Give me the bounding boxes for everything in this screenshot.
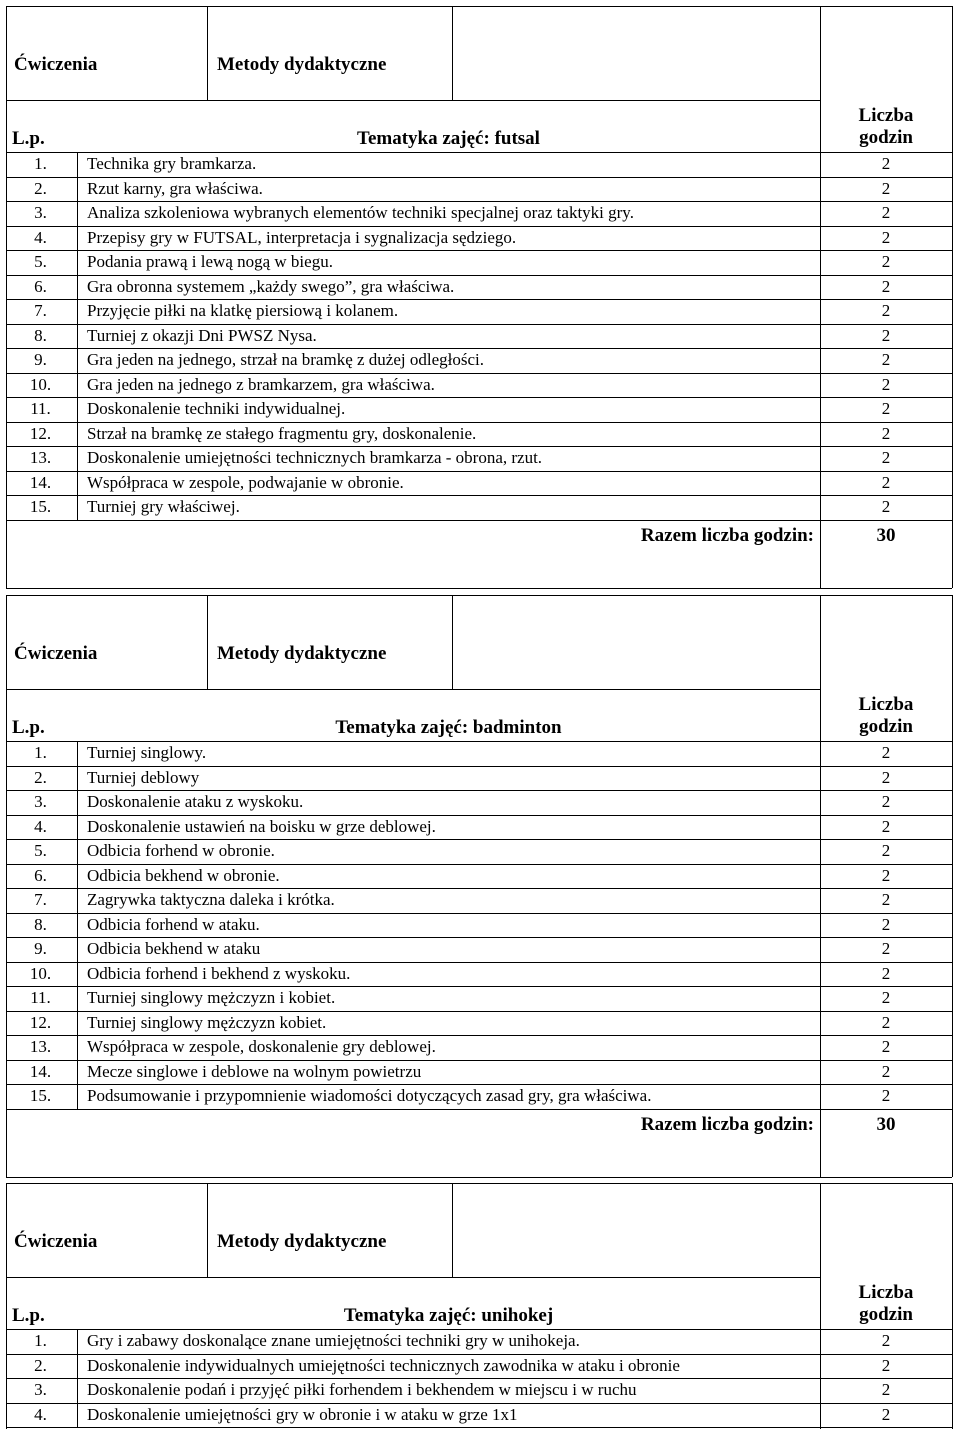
table-left-border: [6, 595, 7, 1177]
row-divider: [6, 913, 952, 914]
row-number: 8.: [34, 325, 47, 345]
hours-column-border: [820, 6, 821, 588]
row-divider: [6, 471, 952, 472]
table-left-border: [6, 1183, 7, 1429]
section-cwiczenia-label: Ćwiczenia: [14, 54, 98, 75]
row-topic: Gra jeden na jednego z bramkarzem, gra właściwa.: [87, 374, 435, 394]
row-topic: Odbicia forhend i bekhend z wyskoku.: [87, 963, 351, 983]
section-bottom-border: [6, 1177, 952, 1178]
row-divider: [6, 815, 952, 816]
row-topic: Odbicia forhend w obronie.: [87, 841, 275, 860]
row-number: 13.: [29, 1037, 52, 1056]
row-topic: Współpraca w zespole, doskonalenie gry deblowej.: [87, 1037, 436, 1056]
row-hours: 2: [881, 325, 891, 345]
row-hours: 2: [881, 1355, 891, 1375]
row-number: 9.: [34, 350, 47, 369]
row-number: 14.: [29, 472, 52, 492]
row-divider: [6, 299, 952, 300]
row-number: 1.: [34, 1331, 47, 1350]
rows-bottom-border: [6, 1109, 952, 1110]
row-topic: Odbicia bekhend w obronie.: [87, 865, 280, 885]
row-topic: Technika gry bramkarza.: [87, 154, 257, 173]
row-divider: [6, 446, 952, 447]
total-value: 30: [876, 524, 896, 546]
section-cwiczenia-label: Ćwiczenia: [14, 1231, 98, 1252]
methods-left-border: [207, 1183, 208, 1277]
lp-column-border: [77, 152, 78, 520]
row-number: 11.: [30, 399, 51, 418]
methods-left-border: [207, 6, 208, 100]
row-hours: 2: [881, 939, 891, 958]
section-methods-label: Metody dydaktyczne: [217, 54, 387, 75]
lp-column-border: [77, 1329, 78, 1427]
row-topic: Turniej singlowy mężczyzn i kobiet.: [87, 988, 336, 1007]
methods-bottom-border: [6, 689, 820, 690]
row-divider: [6, 495, 952, 496]
row-topic: Turniej singlowy mężczyzn kobiet.: [87, 1012, 327, 1032]
row-hours: 2: [881, 399, 891, 418]
row-divider: [6, 1378, 952, 1379]
row-hours: 2: [881, 154, 891, 173]
row-number: 6.: [34, 276, 47, 296]
rows-bottom-border: [6, 520, 952, 521]
row-number: 1.: [34, 743, 47, 762]
row-divider: [6, 937, 952, 938]
row-number: 13.: [29, 448, 52, 467]
row-number: 9.: [34, 939, 47, 958]
row-topic: Doskonalenie umiejętności technicznych bramkarza - obrona, rzut.: [87, 448, 543, 467]
row-topic: Zagrywka taktyczna daleka i krótka.: [87, 890, 335, 909]
hours-column-border: [820, 595, 821, 1177]
row-hours: 2: [881, 276, 891, 296]
liczba-label: Liczba: [858, 694, 914, 715]
section-bottom-border: [6, 588, 952, 589]
row-topic: Podania prawą i lewą nogą w biegu.: [87, 252, 333, 271]
row-hours: 2: [881, 374, 891, 394]
row-topic: Rzut karny, gra właściwa.: [87, 178, 263, 198]
row-hours: 2: [881, 350, 891, 369]
row-number: 5.: [34, 841, 47, 860]
methods-right-border: [452, 1183, 453, 1277]
table-right-border: [952, 595, 953, 1177]
row-number: 12.: [29, 423, 52, 443]
row-divider: [6, 373, 952, 374]
row-number: 5.: [34, 252, 47, 271]
methods-bottom-border: [6, 100, 820, 101]
table-right-border: [952, 1183, 953, 1429]
total-value: 30: [876, 1113, 896, 1135]
row-divider: [6, 275, 952, 276]
lp-label: L.p.: [12, 717, 45, 738]
row-divider: [6, 250, 952, 251]
row-hours: 2: [881, 1331, 891, 1350]
row-divider: [6, 201, 952, 202]
row-hours: 2: [881, 841, 891, 860]
row-number: 8.: [34, 914, 47, 934]
row-hours: 2: [881, 448, 891, 467]
row-divider: [6, 397, 952, 398]
row-hours: 2: [881, 203, 891, 222]
row-hours: 2: [881, 914, 891, 934]
row-hours: 2: [881, 816, 891, 836]
row-number: 4.: [34, 816, 47, 836]
row-topic: Strzał na bramkę ze stałego fragmentu gry, doskonalenie.: [87, 423, 477, 443]
row-hours: 2: [881, 890, 891, 909]
row-number: 12.: [29, 1012, 52, 1032]
row-divider: [6, 888, 952, 889]
row-divider: [6, 1060, 952, 1061]
row-number: 14.: [29, 1061, 52, 1081]
godzin-label: godzin: [859, 716, 913, 737]
row-number: 7.: [34, 301, 47, 320]
header-bottom-border: [6, 741, 952, 742]
row-divider: [6, 324, 952, 325]
row-divider: [6, 1084, 952, 1085]
hours-column-border: [820, 1183, 821, 1429]
liczba-label: Liczba: [858, 1282, 914, 1303]
section-cwiczenia-label: Ćwiczenia: [14, 643, 98, 664]
row-divider: [6, 790, 952, 791]
row-hours: 2: [881, 252, 891, 271]
row-hours: 2: [881, 301, 891, 320]
row-number: 10.: [29, 963, 52, 983]
row-divider: [6, 226, 952, 227]
row-number: 3.: [34, 1380, 47, 1399]
row-topic: Analiza szkoleniowa wybranych elementów techniki specjalnej oraz taktyki gry.: [87, 203, 634, 222]
row-hours: 2: [881, 497, 891, 516]
row-number: 6.: [34, 865, 47, 885]
header-bottom-border: [6, 152, 952, 153]
row-number: 4.: [34, 227, 47, 247]
row-topic: Przepisy gry w FUTSAL, interpretacja i sygnalizacja sędziego.: [87, 227, 517, 247]
row-topic: Doskonalenie indywidualnych umiejętności technicznych zawodnika w ataku i obronie: [87, 1355, 680, 1375]
row-number: 4.: [34, 1404, 47, 1424]
row-hours: 2: [881, 472, 891, 492]
section-methods-label: Metody dydaktyczne: [217, 643, 387, 664]
total-label: Razem liczba godzin:: [640, 1113, 814, 1135]
row-hours: 2: [881, 1086, 891, 1105]
total-label: Razem liczba godzin:: [640, 524, 814, 546]
row-divider: [6, 986, 952, 987]
row-number: 15.: [29, 497, 52, 516]
topic-heading: Tematyka zajęć: unihokej: [343, 1305, 554, 1326]
row-number: 11.: [30, 988, 51, 1007]
row-topic: Doskonalenie ustawień na boisku w grze deblowej.: [87, 816, 436, 836]
row-hours: 2: [881, 865, 891, 885]
row-divider: [6, 766, 952, 767]
row-topic: Turniej deblowy: [87, 767, 200, 787]
row-hours: 2: [881, 792, 891, 811]
row-hours: 2: [881, 227, 891, 247]
row-hours: 2: [881, 1012, 891, 1032]
row-topic: Mecze singlowe i deblowe na wolnym powietrzu: [87, 1061, 422, 1081]
row-topic: Doskonalenie podań i przyjęć piłki forhendem i bekhendem w miejscu i w ruchu: [87, 1380, 637, 1399]
row-topic: Współpraca w zespole, podwajanie w obronie.: [87, 472, 404, 492]
header-bottom-border: [6, 1329, 952, 1330]
row-topic: Doskonalenie umiejętności gry w obronie i w ataku w grze 1x1: [87, 1404, 518, 1424]
row-divider: [6, 1011, 952, 1012]
table-right-border: [952, 6, 953, 588]
row-hours: 2: [881, 423, 891, 443]
lp-column-border: [77, 741, 78, 1109]
row-topic: Turniej singlowy.: [87, 743, 207, 762]
row-divider: [6, 1035, 952, 1036]
row-number: 3.: [34, 203, 47, 222]
lp-label: L.p.: [12, 128, 45, 149]
topic-heading: Tematyka zajęć: badminton: [335, 717, 562, 738]
row-hours: 2: [881, 988, 891, 1007]
methods-bottom-border: [6, 1277, 820, 1278]
row-hours: 2: [881, 767, 891, 787]
row-topic: Gra jeden na jednego, strzał na bramkę z dużej odległości.: [87, 350, 484, 369]
lp-label: L.p.: [12, 1305, 45, 1326]
row-hours: 2: [881, 1037, 891, 1056]
row-divider: [6, 1354, 952, 1355]
row-divider: [6, 839, 952, 840]
row-hours: 2: [881, 178, 891, 198]
row-divider: [6, 1403, 952, 1404]
section-top-border: [6, 595, 952, 596]
row-number: 15.: [29, 1086, 52, 1105]
row-hours: 2: [881, 1061, 891, 1081]
table-left-border: [6, 6, 7, 588]
row-topic: Gry i zabawy doskonalące znane umiejętności techniki gry w unihokeja.: [87, 1331, 580, 1350]
row-number: 2.: [34, 178, 47, 198]
row-topic: Doskonalenie ataku z wyskoku.: [87, 792, 304, 811]
methods-right-border: [452, 595, 453, 689]
section-top-border: [6, 1183, 952, 1184]
section-top-border: [6, 6, 952, 7]
topic-heading: Tematyka zajęć: futsal: [357, 128, 540, 149]
godzin-label: godzin: [859, 1304, 913, 1325]
row-number: 10.: [29, 374, 52, 394]
row-divider: [6, 348, 952, 349]
liczba-label: Liczba: [858, 105, 914, 126]
row-number: 2.: [34, 1355, 47, 1375]
row-divider: [6, 864, 952, 865]
row-topic: Gra obronna systemem „każdy swego”, gra właściwa.: [87, 276, 455, 296]
section-methods-label: Metody dydaktyczne: [217, 1231, 387, 1252]
row-number: 1.: [34, 154, 47, 173]
godzin-label: godzin: [859, 127, 913, 148]
row-divider: [6, 962, 952, 963]
row-hours: 2: [881, 1404, 891, 1424]
row-number: 2.: [34, 767, 47, 787]
row-topic: Turniej z okazji Dni PWSZ Nysa.: [87, 325, 317, 345]
row-topic: Doskonalenie techniki indywidualnej.: [87, 399, 346, 418]
row-topic: Odbicia bekhend w ataku: [87, 939, 261, 958]
row-topic: Odbicia forhend w ataku.: [87, 914, 260, 934]
methods-right-border: [452, 6, 453, 100]
row-number: 7.: [34, 890, 47, 909]
row-hours: 2: [881, 963, 891, 983]
row-hours: 2: [881, 743, 891, 762]
row-number: 3.: [34, 792, 47, 811]
row-topic: Przyjęcie piłki na klatkę piersiową i kolanem.: [87, 301, 399, 320]
row-topic: Podsumowanie i przypomnienie wiadomości dotyczących zasad gry, gra właściwa.: [87, 1086, 652, 1105]
row-divider: [6, 422, 952, 423]
row-hours: 2: [881, 1380, 891, 1399]
row-divider: [6, 177, 952, 178]
row-topic: Turniej gry właściwej.: [87, 497, 240, 516]
methods-left-border: [207, 595, 208, 689]
